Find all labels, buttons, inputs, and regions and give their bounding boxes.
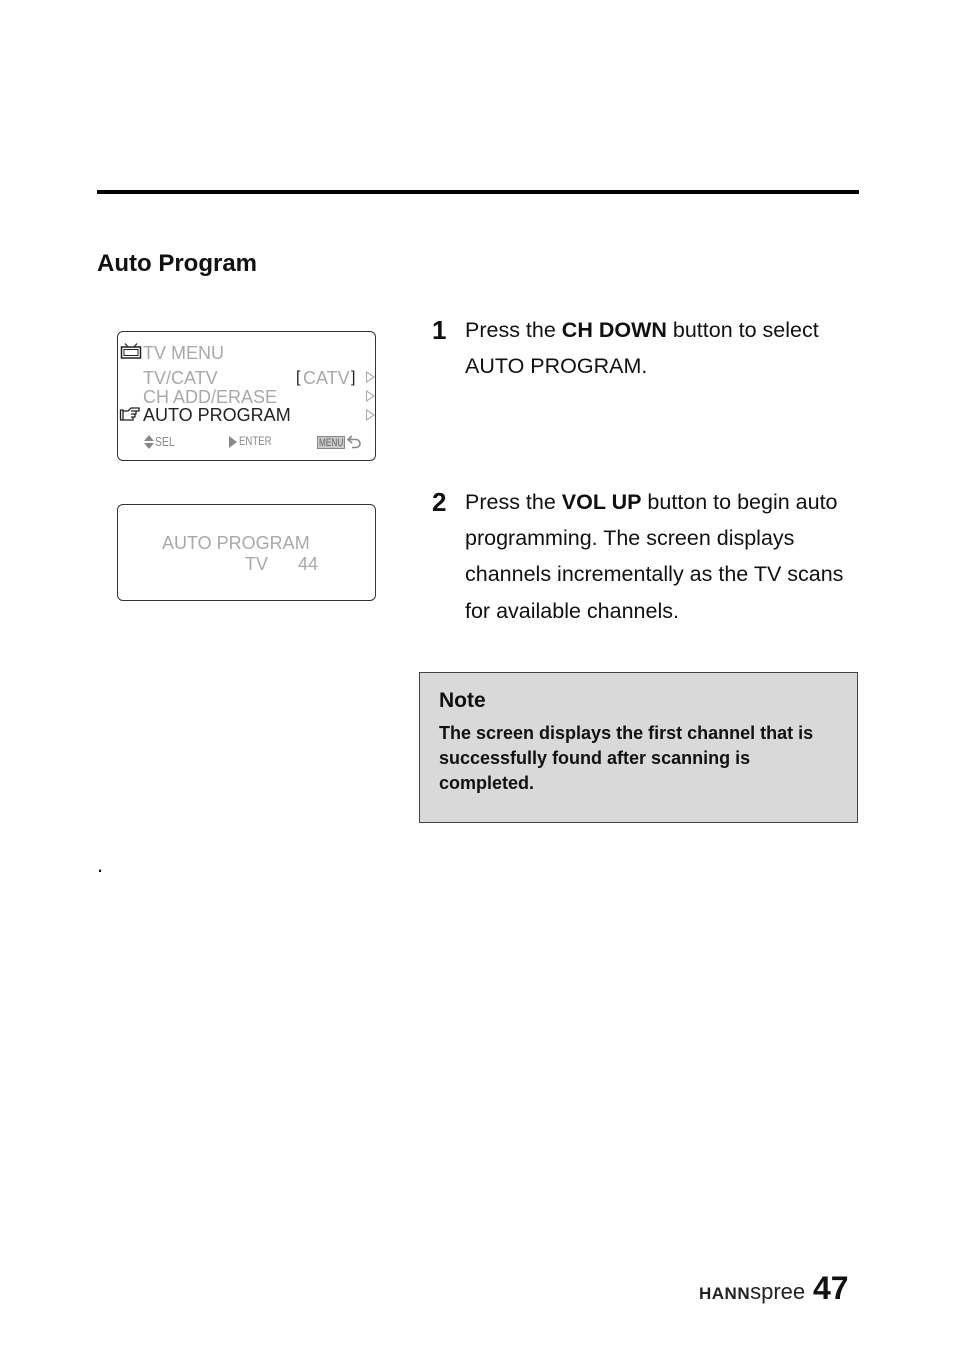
section-title: Auto Program	[97, 250, 258, 277]
menu-row-ch-add-erase-label: CH ADD/ERASE	[143, 387, 278, 407]
play-right-icon	[229, 436, 237, 448]
footer-sel-label: SEL	[155, 434, 175, 449]
header-rule	[97, 190, 859, 194]
menu-key-icon	[317, 436, 345, 449]
arrow-right-icon	[366, 409, 375, 421]
arrow-right-icon	[366, 371, 375, 383]
tv-menu-osd	[117, 331, 376, 461]
step-1-text	[465, 312, 855, 384]
brand-light: spree	[750, 1279, 806, 1304]
step-2-text	[465, 484, 855, 629]
step-2-text-pre: Press the	[465, 490, 562, 514]
bracket-close: ]	[351, 369, 356, 386]
auto-program-channel: 44	[298, 554, 319, 574]
footer-enter-label: ENTER	[239, 434, 272, 448]
step-2-text-post: button to begin auto programming. The screen displays channels incrementally as the TV scans for available channels.	[465, 490, 844, 623]
step-2-key: VOL UP	[561, 490, 642, 514]
step-2-number: 2	[432, 487, 447, 517]
auto-program-osd	[117, 504, 376, 601]
menu-row-tv-catv-value: CATV	[303, 368, 350, 388]
pointing-hand-icon	[119, 406, 141, 422]
step-1-text-post: button to select AUTO PROGRAM.	[465, 318, 819, 379]
tv-icon	[120, 343, 142, 359]
note-body: The screen displays the first channel that is successfully found after scanning is completed.	[439, 723, 814, 793]
brand-logo	[699, 1281, 805, 1303]
menu-row-auto-program-label: AUTO PROGRAM	[143, 405, 291, 425]
menu-title: TV MENU	[143, 343, 224, 363]
brand-bold: HANN	[699, 1284, 751, 1303]
note-box	[419, 672, 858, 823]
auto-program-title: AUTO PROGRAM	[162, 533, 310, 553]
page-number: 47	[813, 1270, 849, 1306]
step-1-number: 1	[432, 315, 447, 345]
auto-program-source: TV	[245, 554, 269, 574]
note-title: Note	[439, 689, 486, 712]
footer-menu-label: MENU	[319, 437, 344, 449]
stray-mark: .	[97, 852, 104, 877]
menu-row-tv-catv-label: TV/CATV	[143, 368, 218, 388]
up-down-icon	[144, 435, 154, 449]
bracket-open: [	[296, 369, 301, 386]
arrow-right-icon	[366, 390, 375, 402]
return-arrow-icon	[347, 435, 361, 449]
step-1-key: CH DOWN	[561, 318, 667, 342]
step-1-text-pre: Press the	[465, 318, 562, 342]
